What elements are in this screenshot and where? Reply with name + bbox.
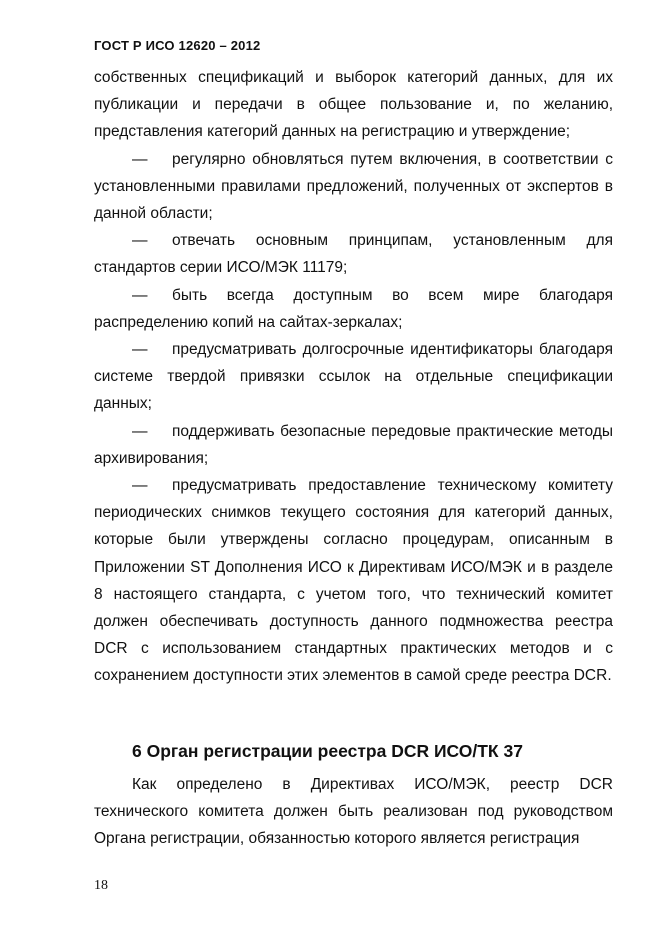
document-header: ГОСТ Р ИСО 12620 – 2012 — [94, 38, 261, 53]
list-item — [94, 146, 613, 228]
list-item-text: регулярно обновляться путем включения, в соответствии с установленными правилами предложений, полученных от экспертов в данной области; — [94, 150, 613, 223]
list-item — [94, 472, 613, 690]
dash-marker: — — [132, 286, 148, 304]
list-item — [94, 336, 613, 418]
dash-marker: — — [132, 150, 148, 168]
intro-paragraph: собственных спецификаций и выборок категорий данных, для их публикации и передачи в общее пользование и, по желанию, представления категорий данных на регистрацию и утверждение; — [94, 69, 613, 141]
list-item-text: предусматривать предоставление техническому комитету периодических снимков текущего состояния для категорий данных, которые были утверждены согласно процедурам, описанным в Приложении ST Дополнения ИСО к Директивам ИСО/МЭК и в разделе 8 настоящего стандарта, с учетом того, что технический комитет должен обеспечивать доступность данного подмножества реестра DCR с использованием стандартных практических методов и с сохранением доступности этих элементов в самой среде реестра DCR. — [94, 477, 613, 685]
section-paragraph: Как определено в Директивах ИСО/МЭК, реестр DCR технического комитета должен быть реализован под руководством Органа регистрации, обязанностью которого является регистрация — [94, 776, 613, 848]
list-item-text: отвечать основным принципам, установленным для стандартов серии ИСО/МЭК 11179; — [94, 232, 613, 277]
dash-marker: — — [132, 477, 148, 495]
dash-marker: — — [132, 422, 148, 440]
list-item — [94, 227, 613, 281]
list-item-text: быть всегда доступным во всем мире благодаря распределению копий на сайтах-зеркалах; — [94, 286, 613, 331]
section-heading: 6 Орган регистрации реестра DCR ИСО/ТК 37 — [132, 741, 523, 761]
dash-marker: — — [132, 341, 148, 359]
list-item — [94, 418, 613, 472]
list-item-text: предусматривать долгосрочные идентификаторы благодаря системе твердой привязки ссылок на отдельные спецификации данных; — [94, 341, 613, 413]
dash-marker: — — [132, 232, 148, 250]
body-text — [94, 64, 613, 690]
list-item — [94, 282, 613, 336]
section-body — [94, 771, 613, 853]
page-number: 18 — [94, 878, 108, 893]
list-item-text: поддерживать безопасные передовые практические методы архивирования; — [94, 422, 613, 467]
